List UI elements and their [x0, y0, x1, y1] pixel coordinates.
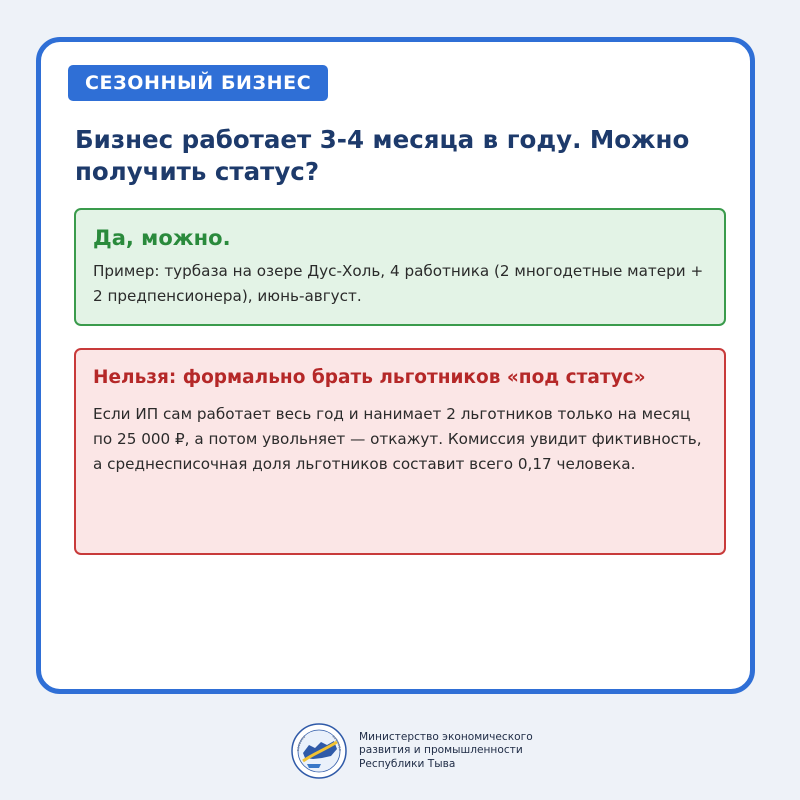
ministry-name-line: Республики Тыва [359, 757, 456, 770]
category-tag: СЕЗОННЫЙ БИЗНЕС [68, 65, 328, 101]
forbidden-explanation: Если ИП сам работает весь год и нанимает 2 льготников только на месяц по 25 000 ₽, а потом увольняет — откажут. Комиссия увидит фиктивность, а среднесписочная доля льготников составит всего 0,17 человека. [93, 405, 702, 473]
forbidden-title: Нельзя: формально брать льготников «под статус» [93, 367, 646, 388]
question-heading: Бизнес работает 3-4 месяца в году. Можно получить статус? [75, 125, 690, 186]
ministry-emblem-icon [291, 723, 347, 779]
footer [291, 723, 533, 779]
ministry-name-line: развития и промышленности [359, 744, 523, 757]
allowed-example: Пример: турбаза на озере Дус-Холь, 4 работника (2 многодетные матери + 2 предпенсионера), июнь-август. [93, 262, 704, 305]
forbidden-box [74, 348, 726, 555]
ministry-name [359, 731, 533, 772]
ministry-name-line: Министерство экономического [359, 730, 533, 743]
allowed-title: Да, можно. [93, 226, 231, 250]
allowed-box [74, 208, 726, 326]
